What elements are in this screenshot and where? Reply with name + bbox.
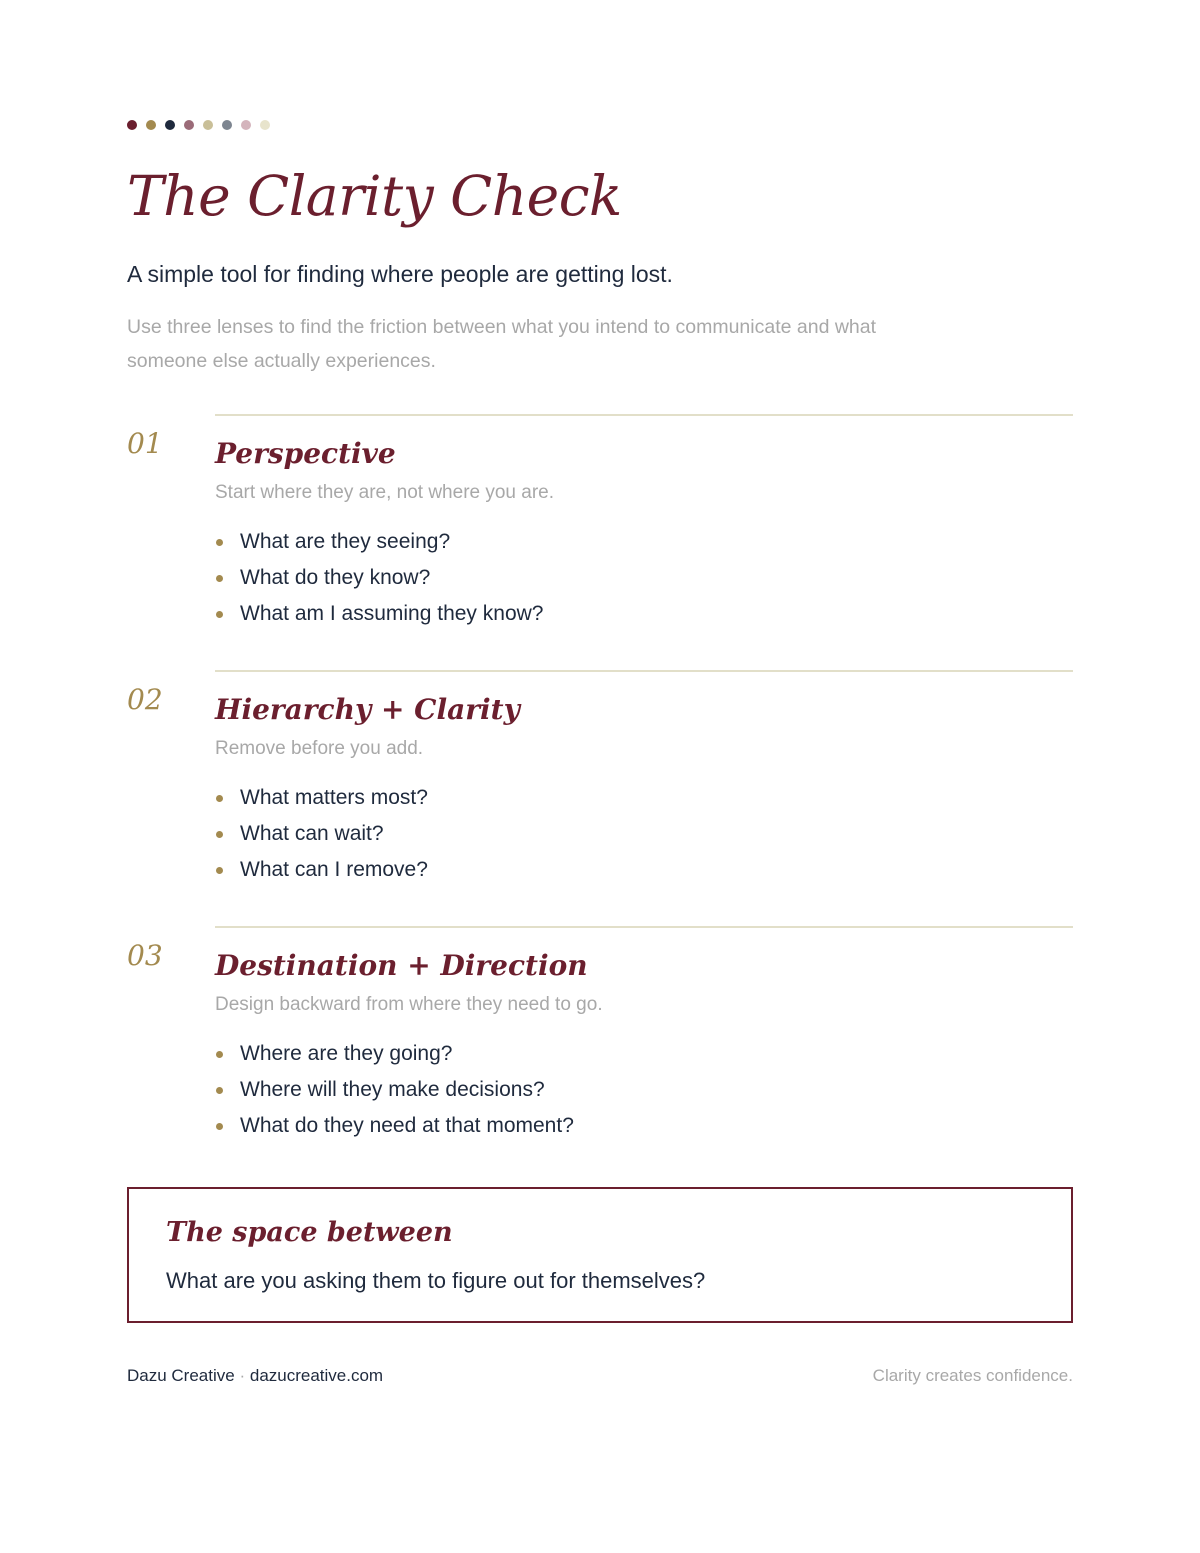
- section-number: 03: [127, 939, 163, 972]
- section-hierarchy-clarity: [127, 670, 1073, 910]
- palette-dot-icon: [241, 120, 251, 130]
- section-heading: Perspective: [215, 437, 396, 470]
- question-text: What can wait?: [240, 822, 384, 845]
- color-palette-dots: [127, 120, 270, 130]
- section-divider: [215, 926, 1073, 928]
- question-list: [215, 780, 428, 888]
- question-item: [215, 1072, 574, 1108]
- callout-question: What are you asking them to figure out for themselves?: [166, 1268, 706, 1293]
- question-item: [215, 780, 428, 816]
- question-text: What matters most?: [240, 786, 428, 809]
- section-number: 02: [127, 683, 163, 716]
- footer-website-link[interactable]: dazucreative.com: [249, 1366, 384, 1385]
- palette-dot-icon: [165, 120, 175, 130]
- question-item: [215, 1036, 574, 1072]
- section-divider: [215, 670, 1073, 672]
- page-subtitle: A simple tool for finding where people are getting lost.: [127, 261, 673, 287]
- question-list: [215, 524, 543, 632]
- question-item: [215, 524, 543, 560]
- section-tagline: Remove before you add.: [215, 738, 424, 759]
- callout-box: [127, 1187, 1073, 1323]
- section-heading: Hierarchy + Clarity: [215, 693, 520, 726]
- question-item: [215, 596, 543, 632]
- footer-brand: [127, 1363, 383, 1389]
- palette-dot-icon: [127, 120, 137, 130]
- section-perspective: [127, 414, 1073, 654]
- bullet-dot-icon: [216, 539, 223, 546]
- question-text: What are they seeing?: [240, 530, 451, 553]
- question-list: [215, 1036, 574, 1144]
- bullet-dot-icon: [216, 795, 223, 802]
- bullet-dot-icon: [216, 831, 223, 838]
- bullet-dot-icon: [216, 611, 223, 618]
- palette-dot-icon: [222, 120, 232, 130]
- question-text: What do they need at that moment?: [240, 1114, 574, 1137]
- question-text: Where are they going?: [240, 1042, 453, 1065]
- footer-separator: ·: [239, 1366, 246, 1385]
- question-item: [215, 816, 428, 852]
- question-text: What can I remove?: [240, 858, 428, 881]
- section-number: 01: [127, 427, 163, 460]
- callout-heading: The space between: [166, 1217, 453, 1248]
- intro-text: Use three lenses to find the friction between what you intend to communicate and what someone else actually experiences.: [127, 316, 877, 372]
- page-title: The Clarity Check: [127, 164, 622, 228]
- bullet-dot-icon: [216, 575, 223, 582]
- section-divider: [215, 414, 1073, 416]
- question-item: [215, 1108, 574, 1144]
- palette-dot-icon: [203, 120, 213, 130]
- section-tagline: Design backward from where they need to go.: [215, 994, 603, 1015]
- bullet-dot-icon: [216, 1123, 223, 1130]
- question-text: What am I assuming they know?: [240, 602, 544, 625]
- question-text: What do they know?: [240, 566, 431, 589]
- palette-dot-icon: [184, 120, 194, 130]
- bullet-dot-icon: [216, 1087, 223, 1094]
- bullet-dot-icon: [216, 1051, 223, 1058]
- bullet-dot-icon: [216, 867, 223, 874]
- palette-dot-icon: [260, 120, 270, 130]
- footer-brand-name: Dazu Creative: [127, 1366, 235, 1385]
- question-text: Where will they make decisions?: [240, 1078, 545, 1101]
- section-heading: Destination + Direction: [215, 949, 588, 982]
- question-item: [215, 560, 543, 596]
- palette-dot-icon: [146, 120, 156, 130]
- section-destination-direction: [127, 926, 1073, 1166]
- footer-tagline: Clarity creates confidence.: [872, 1366, 1073, 1385]
- question-item: [215, 852, 428, 888]
- section-tagline: Start where they are, not where you are.: [215, 482, 555, 503]
